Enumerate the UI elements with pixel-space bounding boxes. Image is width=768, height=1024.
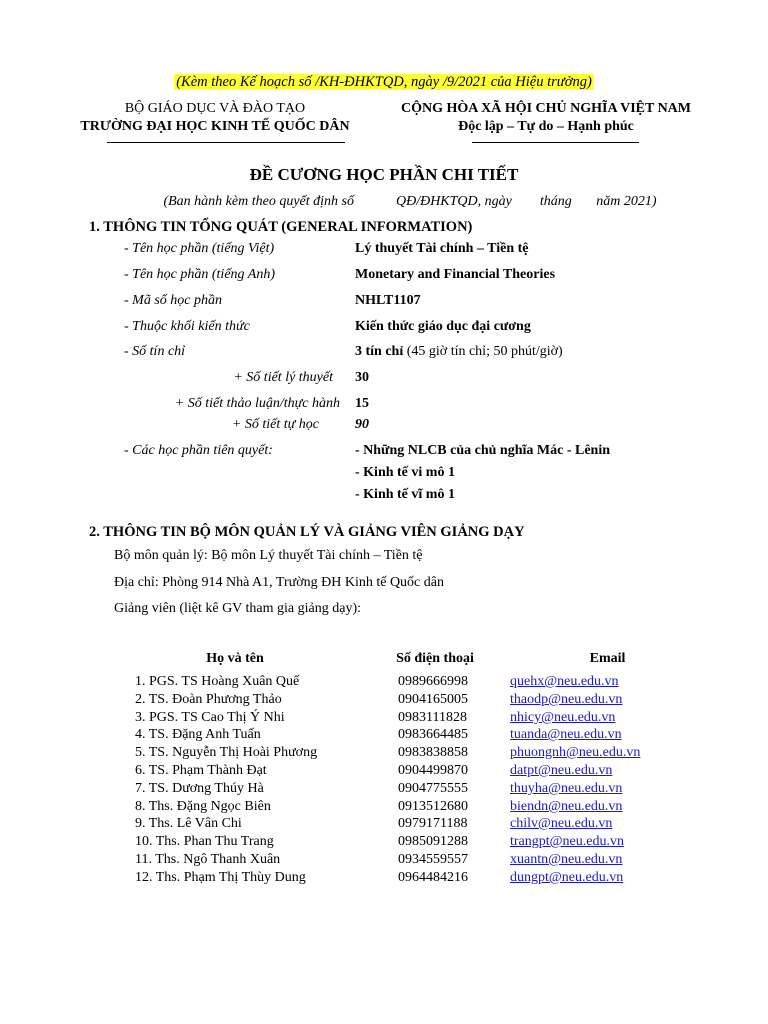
annex-note-text: (Kèm theo Kế hoạch số /KH-ĐHKTQD, ngày /9/2021 của Hiệu trưởng) bbox=[176, 74, 592, 90]
ministry-name: BỘ GIÁO DỤC VÀ ĐÀO TẠO bbox=[124, 101, 306, 116]
lecturer-email-link[interactable]: biendn@neu.edu.vn bbox=[510, 799, 623, 814]
column-header-phone: Số điện thoại bbox=[396, 651, 474, 666]
lecturer-phone: 0983664485 bbox=[398, 727, 468, 742]
university-name: TRƯỜNG ĐẠI HỌC KINH TẾ QUỐC DÂN bbox=[80, 119, 350, 134]
prerequisite-item: - Những NLCB của chủ nghĩa Mác - Lênin bbox=[355, 443, 610, 458]
header-right-divider bbox=[472, 142, 639, 143]
lecturer-email-link[interactable]: chilv@neu.edu.vn bbox=[510, 816, 613, 831]
lecturer-phone: 0989666998 bbox=[398, 674, 468, 689]
document-subtitle: (Ban hành kèm theo quyết định số QĐ/ĐHKTQD, ngày tháng năm 2021) bbox=[163, 194, 657, 209]
lecturer-email-link[interactable]: trangpt@neu.edu.vn bbox=[510, 834, 624, 849]
prerequisites-label: - Các học phần tiên quyết: bbox=[124, 443, 273, 458]
lecturer-name: 10. Ths. Phan Thu Trang bbox=[135, 834, 274, 849]
lecturer-phone: 0983838858 bbox=[398, 745, 468, 760]
lecturer-phone: 0979171188 bbox=[398, 816, 468, 831]
info-label: - Tên học phần (tiếng Anh) bbox=[124, 267, 275, 282]
column-header-email: Email bbox=[589, 651, 626, 666]
national-motto: Độc lập – Tự do – Hạnh phúc bbox=[458, 119, 634, 134]
credits-label: - Số tín chỉ bbox=[124, 344, 186, 359]
discussion-hours-value: 15 bbox=[355, 396, 369, 411]
section2-heading: 2. THÔNG TIN BỘ MÔN QUẢN LÝ VÀ GIẢNG VIÊN GIẢNG DẠY bbox=[89, 524, 525, 540]
self-study-hours-value: 90 bbox=[355, 417, 369, 432]
credits-value-line bbox=[355, 344, 563, 360]
lecturer-phone: 0904775555 bbox=[398, 781, 468, 796]
lecturer-email-link[interactable]: thuyha@neu.edu.vn bbox=[510, 781, 623, 796]
lecturer-email-link[interactable]: datpt@neu.edu.vn bbox=[510, 763, 613, 778]
lecturer-email-link[interactable]: quehx@neu.edu.vn bbox=[510, 674, 619, 689]
prerequisite-item: - Kinh tế vi mô 1 bbox=[355, 465, 455, 480]
lecturer-name: 6. TS. Phạm Thành Đạt bbox=[135, 763, 267, 778]
column-header-name: Họ và tên bbox=[206, 651, 264, 666]
info-label: - Mã số học phần bbox=[124, 293, 222, 308]
department-address: Địa chỉ: Phòng 914 Nhà A1, Trường ĐH Kinh tế Quốc dân bbox=[114, 575, 444, 590]
lecturer-email-link[interactable]: phuongnh@neu.edu.vn bbox=[510, 745, 641, 760]
theory-hours-value: 30 bbox=[355, 370, 369, 385]
lecturer-name: 3. PGS. TS Cao Thị Ý Nhi bbox=[135, 710, 285, 725]
lecturer-email-link[interactable]: xuantn@neu.edu.vn bbox=[510, 852, 623, 867]
managing-department: Bộ môn quản lý: Bộ môn Lý thuyết Tài chính – Tiền tệ bbox=[114, 548, 423, 563]
document-title: ĐỀ CƯƠNG HỌC PHẦN CHI TIẾT bbox=[249, 165, 519, 184]
info-value: Monetary and Financial Theories bbox=[355, 267, 556, 282]
section1-heading: 1. THÔNG TIN TỔNG QUÁT (GENERAL INFORMATION) bbox=[89, 219, 473, 235]
credits-value: 3 tín chỉ bbox=[355, 344, 404, 359]
lecturers-intro: Giảng viên (liệt kê GV tham gia giảng dạy): bbox=[114, 601, 362, 616]
lecturer-name: 5. TS. Nguyễn Thị Hoài Phương bbox=[135, 745, 318, 760]
lecturer-name: 11. Ths. Ngô Thanh Xuân bbox=[135, 852, 281, 867]
info-value: Kiến thức giáo dục đại cương bbox=[355, 319, 531, 334]
credits-note: (45 giờ tín chỉ; 50 phút/giờ) bbox=[406, 344, 563, 359]
lecturer-phone: 0983111828 bbox=[398, 710, 467, 725]
lecturer-phone: 0904165005 bbox=[398, 692, 468, 707]
annex-note bbox=[0, 74, 768, 91]
discussion-hours-label: + Số tiết thảo luận/thực hành bbox=[174, 396, 340, 411]
lecturer-phone: 0904499870 bbox=[398, 763, 468, 778]
prerequisite-item: - Kinh tế vĩ mô 1 bbox=[355, 487, 455, 502]
header-left-divider bbox=[107, 142, 345, 143]
lecturer-phone: 0964484216 bbox=[398, 870, 468, 885]
lecturer-name: 7. TS. Dương Thúy Hà bbox=[135, 781, 264, 796]
country-name: CỘNG HÒA XÃ HỘI CHỦ NGHĨA VIỆT NAM bbox=[400, 101, 691, 116]
lecturer-name: 1. PGS. TS Hoàng Xuân Quế bbox=[135, 674, 300, 689]
lecturer-email-link[interactable]: nhicy@neu.edu.vn bbox=[510, 710, 616, 725]
lecturer-email-link[interactable]: tuanda@neu.edu.vn bbox=[510, 727, 622, 742]
lecturer-email-link[interactable]: dungpt@neu.edu.vn bbox=[510, 870, 624, 885]
info-value: Lý thuyết Tài chính – Tiền tệ bbox=[355, 241, 529, 256]
lecturer-email-link[interactable]: thaodp@neu.edu.vn bbox=[510, 692, 623, 707]
info-label: - Tên học phần (tiếng Việt) bbox=[124, 241, 275, 256]
self-study-hours-label: + Số tiết tự học bbox=[231, 417, 319, 432]
info-label: - Thuộc khối kiến thức bbox=[124, 319, 250, 334]
lecturer-phone: 0934559557 bbox=[398, 852, 468, 867]
lecturer-name: 8. Ths. Đặng Ngọc Biên bbox=[135, 799, 271, 814]
info-value: NHLT1107 bbox=[355, 293, 421, 308]
lecturer-name: 2. TS. Đoàn Phương Thảo bbox=[135, 692, 282, 707]
lecturer-name: 12. Ths. Phạm Thị Thùy Dung bbox=[135, 870, 306, 885]
lecturer-phone: 0913512680 bbox=[398, 799, 468, 814]
lecturer-phone: 0985091288 bbox=[398, 834, 468, 849]
lecturer-name: 4. TS. Đặng Anh Tuấn bbox=[135, 727, 261, 742]
lecturer-name: 9. Ths. Lê Vân Chi bbox=[135, 816, 242, 831]
theory-hours-label: + Số tiết lý thuyết bbox=[233, 370, 333, 385]
